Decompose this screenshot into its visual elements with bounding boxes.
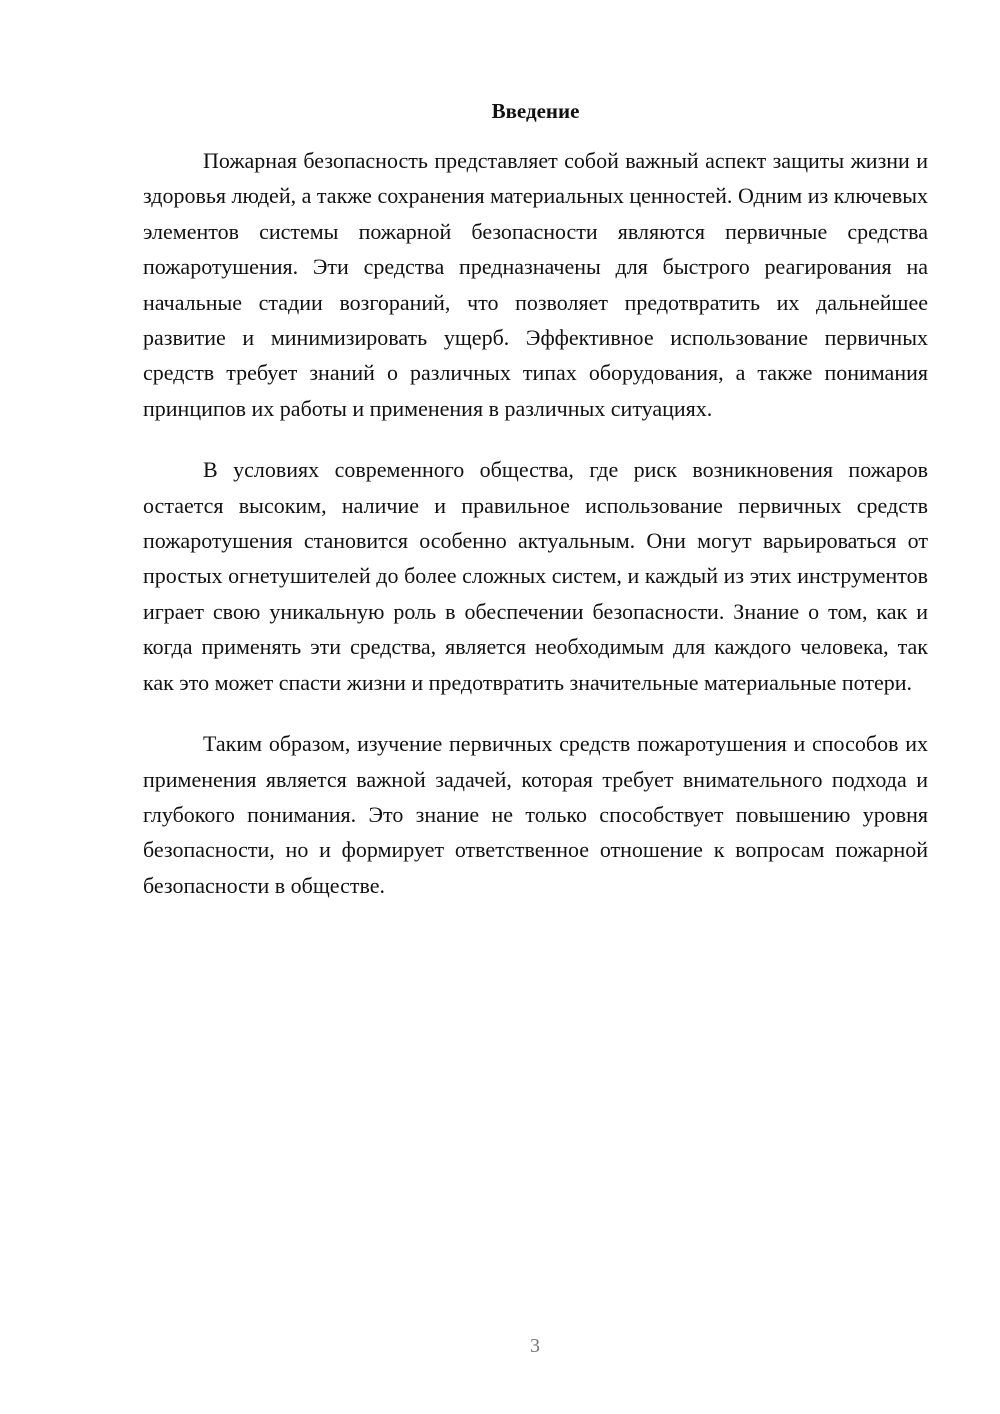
paragraph-2: В условиях современного общества, где риск возникновения пожаров остается высоким, наличие и правильное использование первичных средств пожаротушения становится особенно актуальным. Они могут варьироваться от простых огнетушителей до более сложных систем, и каждый из этих инструментов играет свою уникальную роль в обеспечении безопасности. Знание о том, как и когда применять эти средства, является необходимым для каждого человека, так как это может спасти жизни и предотвратить значительные материальные потери.	[143, 457, 928, 695]
paragraph-1: Пожарная безопасность представляет собой важный аспект защиты жизни и здоровья людей, а также сохранения материальных ценностей. Одним из ключевых элементов системы пожарной безопасности являются первичные средства пожаротушения. Эти средства предназначены для быстрого реагирования на начальные стадии возгораний, что позволяет предотвратить их дальнейшее развитие и минимизировать ущерб. Эффективное использование первичных средств требует знаний о различных типах оборудования, а также понимания принципов их работы и применения в различных ситуациях.	[143, 148, 928, 421]
document-body	[143, 143, 928, 903]
page-title: Введение	[491, 99, 580, 123]
paragraph-3: Таким образом, изучение первичных средств пожаротушения и способов их применения является важной задачей, которая требует внимательного подхода и глубокого понимания. Это знание не только способствует повышению уровня безопасности, но и формирует ответственное отношение к вопросам пожарной безопасности в обществе.	[143, 731, 928, 898]
page-number: 3	[530, 1335, 540, 1357]
